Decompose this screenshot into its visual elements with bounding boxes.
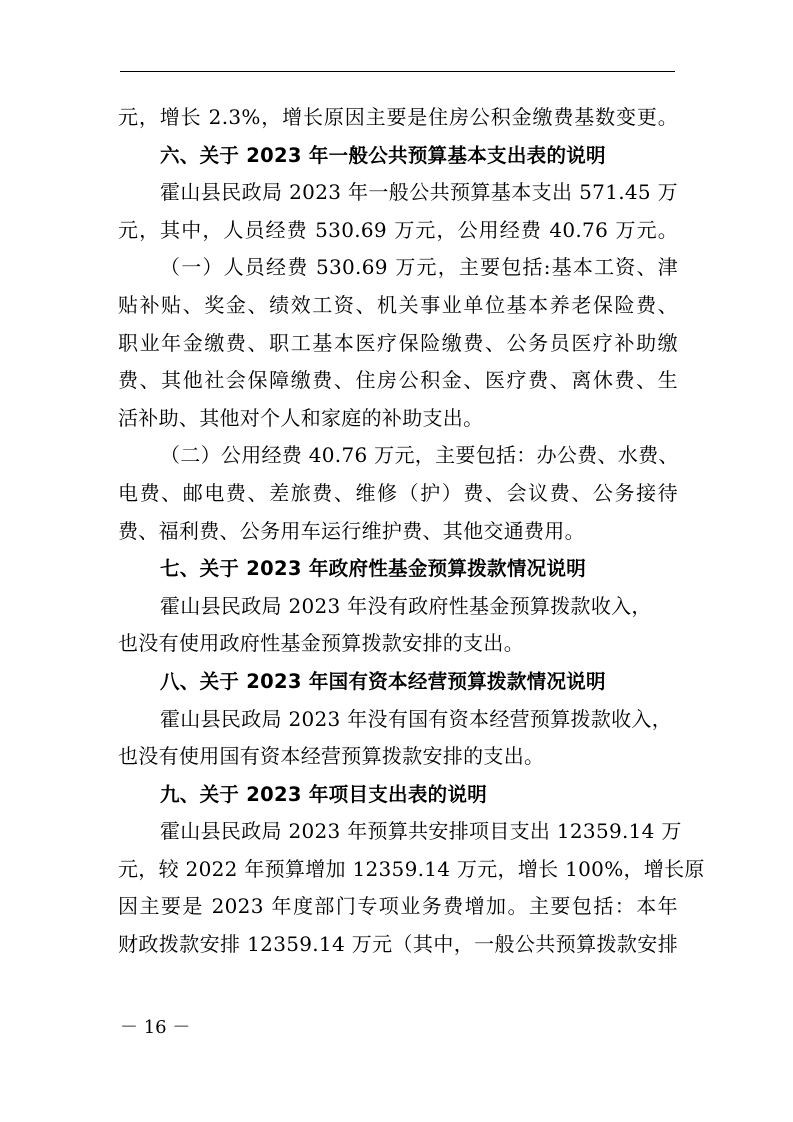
paragraph-line: 霍山县民政局 2023 年没有国有资本经营预算拨款收入，	[160, 706, 673, 731]
section-heading: 八、关于 2023 年国有资本经营预算拨款情况说明	[160, 669, 606, 693]
paragraph-line: 元，增长 2.3%，增长原因主要是住房公积金缴费基数变更。	[118, 105, 678, 129]
paragraph-line: 元，其中，人员经费 530.69 万元，公用经费 40.76 万元。	[118, 217, 678, 242]
section-heading: 七、关于 2023 年政府性基金预算拨款情况说明	[160, 557, 587, 581]
paragraph-line: 霍山县民政局 2023 年预算共安排项目支出 12359.14 万	[160, 819, 682, 844]
paragraph-line: 财政拨款安排 12359.14 万元（其中，一般公共预算拨款安排	[118, 932, 678, 957]
paragraph-line: 也没有使用政府性基金预算拨款安排的支出。	[118, 631, 524, 656]
paragraph-line: 贴补贴、奖金、绩效工资、机关事业单位基本养老保险费、	[118, 292, 678, 317]
section-heading: 六、关于 2023 年一般公共预算基本支出表的说明	[160, 143, 606, 167]
paragraph-line: 职业年金缴费、职工基本医疗保险缴费、公务员医疗补助缴	[118, 330, 678, 355]
section-heading: 九、关于 2023 年项目支出表的说明	[160, 782, 488, 806]
paragraph-line: 霍山县民政局 2023 年没有政府性基金预算拨款收入，	[160, 593, 652, 618]
paragraph-line: 电费、邮电费、差旅费、维修（护）费、会议费、公务接待	[118, 480, 678, 505]
paragraph-line: 也没有使用国有资本经营预算拨款安排的支出。	[118, 744, 545, 769]
document-body	[118, 99, 705, 964]
paragraph-line: 霍山县民政局 2023 年一般公共预算基本支出 571.45 万	[160, 180, 678, 205]
paragraph-line: （一）人员经费 530.69 万元，主要包括:基本工资、津	[160, 255, 678, 280]
paragraph-line: 费、其他社会保障缴费、住房公积金、医疗费、离休费、生	[118, 368, 678, 393]
page-number: － 16 －	[120, 1017, 191, 1038]
paragraph-line: 元，较 2022 年预算增加 12359.14 万元，增长 100%，增长原	[118, 856, 705, 881]
paragraph-line: 活补助、其他对个人和家庭的补助支出。	[118, 405, 484, 430]
paragraph-line: 因主要是 2023 年度部门专项业务费增加。主要包括：本年	[118, 894, 678, 919]
header-rule	[120, 71, 675, 72]
paragraph-line: （二）公用经费 40.76 万元，主要包括：办公费、水费、	[160, 443, 679, 468]
paragraph-line: 费、福利费、公务用车运行维护费、其他交通费用。	[118, 518, 585, 543]
